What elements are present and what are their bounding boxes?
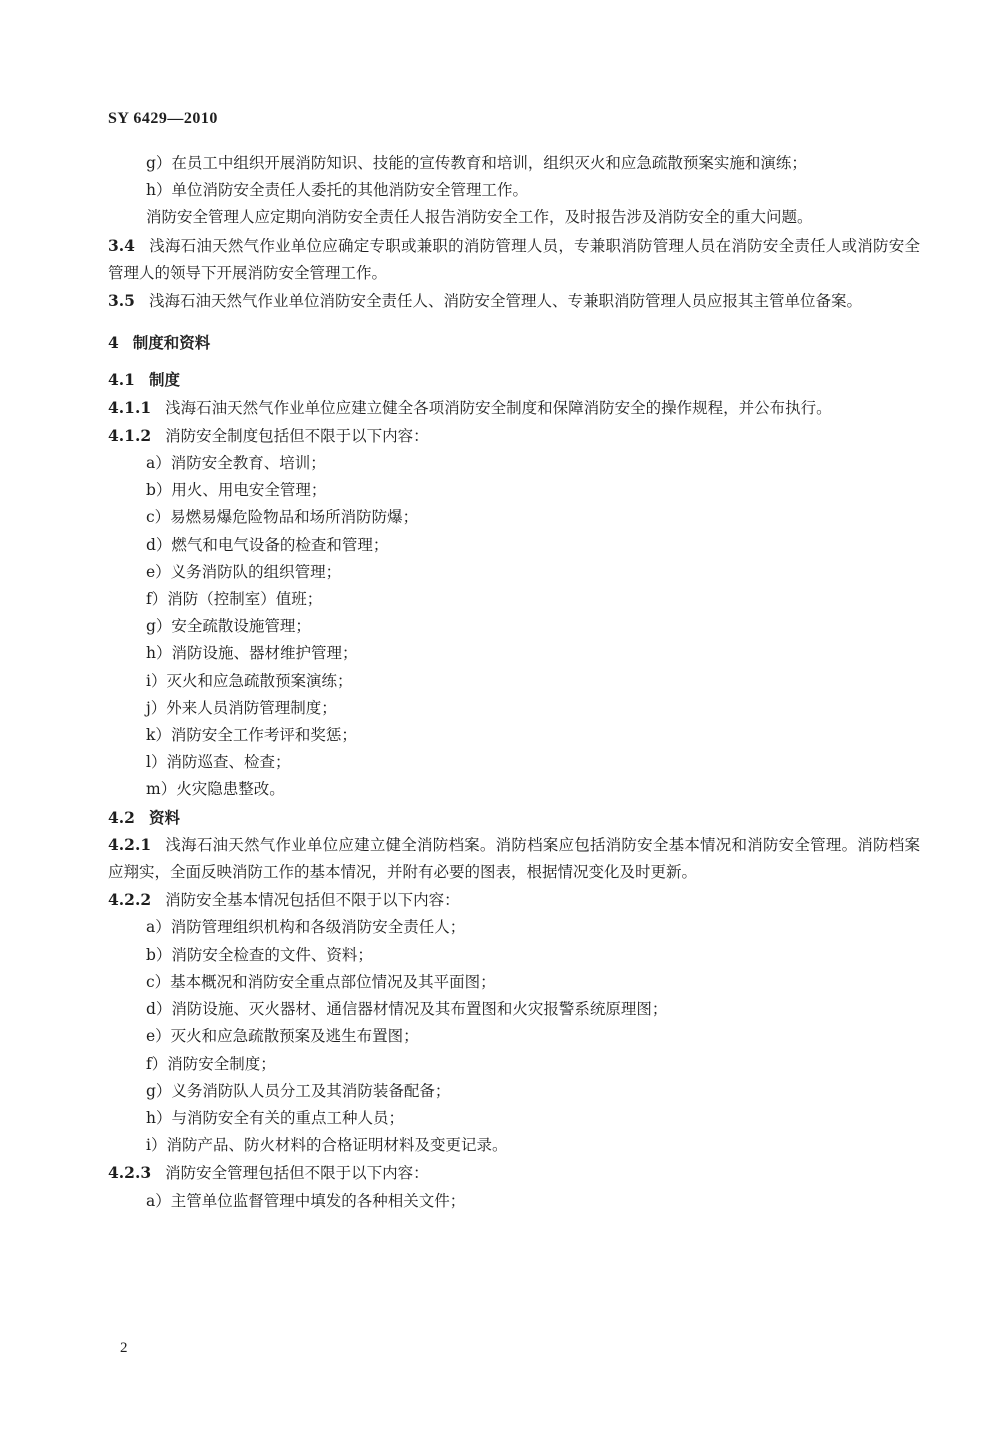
clause-text: 消防安全制度包括但不限于以下内容： — [165, 426, 429, 445]
clause-4-1-1 — [108, 394, 920, 422]
list-item: h）与消防安全有关的重点工种人员； — [146, 1108, 404, 1127]
paragraph: 消防安全管理人应定期向消防安全责任人报告消防安全工作，及时报告涉及消防安全的重大问题。 — [146, 208, 813, 227]
clause-text: 浅海石油天然气作业单位应建立健全消防档案。消防档案应包括消防安全基本情况和消防安全管理。消防档案应翔实，全面反映消防工作的基本情况，并附有必要的图表，根据情况变化及时更新。 — [108, 835, 920, 882]
clause-number: 4.1.2 — [108, 425, 152, 445]
list-item: g）义务消防队人员分工及其消防装备配备； — [146, 1081, 451, 1100]
list-item: c）易燃易爆危险物品和场所消防防爆； — [146, 508, 419, 527]
clause-text: 浅海石油天然气作业单位应建立健全各项消防安全制度和保障消防安全的操作规程，并公布执行。 — [165, 398, 832, 417]
list-item: h）单位消防安全责任人委托的其他消防安全管理工作。 — [146, 181, 528, 200]
clause-3-4 — [108, 232, 920, 287]
list-item: e）灭火和应急疏散预案及逃生布置图； — [146, 1027, 419, 1046]
list-item: f）消防（控制室）值班； — [146, 590, 323, 609]
clause-3-5 — [108, 287, 920, 315]
section-title: 制度 — [148, 370, 180, 390]
list-item: a）消防管理组织机构和各级消防安全责任人； — [146, 918, 466, 937]
list-item: g）在员工中组织开展消防知识、技能的宣传教育和培训，组织灭火和应急疏散预案实施和演练； — [146, 154, 807, 172]
section-title: 制度和资料 — [132, 333, 211, 353]
list-item: j）外来人员消防管理制度； — [146, 698, 337, 717]
list-item: k）消防安全工作考评和奖惩； — [146, 726, 357, 745]
clause-number: 3.4 — [108, 235, 135, 255]
clause-text: 消防安全基本情况包括但不限于以下内容： — [165, 891, 460, 910]
list-item: i）消防产品、防火材料的合格证明材料及变更记录。 — [146, 1136, 508, 1155]
section-heading-4 — [108, 329, 920, 356]
list-item: d）消防设施、灭火器材、通信器材情况及其布置图和火灾报警系统原理图； — [146, 1000, 668, 1019]
list-item: b）用火、用电安全管理； — [146, 481, 327, 500]
clause-4-2-3 — [108, 1159, 920, 1187]
list-item: c）基本概况和消防安全重点部位情况及其平面图； — [146, 972, 496, 991]
clause-number: 4.2.3 — [108, 1163, 152, 1183]
document-body — [108, 150, 920, 1215]
list-item: h）消防设施、器材维护管理； — [146, 644, 358, 663]
section-number: 4.2 — [108, 807, 135, 827]
subsection-heading-4-2 — [108, 804, 920, 831]
list-item: a）消防安全教育、培训； — [146, 454, 326, 473]
section-title: 资料 — [148, 807, 180, 827]
clause-text: 浅海石油天然气作业单位应确定专职或兼职的消防管理人员，专兼职消防管理人员在消防安全责任人或消防安全管理人的领导下开展消防安全管理工作。 — [108, 236, 920, 282]
list-item: d）燃气和电气设备的检查和管理； — [146, 535, 389, 554]
list-item: a）主管单位监督管理中填发的各种相关文件； — [146, 1191, 466, 1210]
standard-code: SY 6429—2010 — [108, 110, 218, 127]
page-number: 2 — [120, 1340, 128, 1356]
section-number: 4.1 — [108, 370, 135, 390]
list-item: f）消防安全制度； — [146, 1054, 276, 1073]
list-item: i）灭火和应急疏散预案演练； — [146, 671, 353, 690]
clause-number: 4.2.1 — [108, 834, 152, 854]
clause-4-1-2 — [108, 422, 920, 450]
list-item: m）火灾隐患整改。 — [146, 780, 285, 799]
clause-number: 4.2.2 — [108, 890, 152, 910]
clause-text: 浅海石油天然气作业单位消防安全责任人、消防安全管理人、专兼职消防管理人员应报其主管单位备案。 — [148, 292, 862, 311]
clause-4-2-2 — [108, 886, 920, 914]
clause-4-2-1 — [108, 831, 920, 886]
list-item: e）义务消防队的组织管理； — [146, 562, 342, 581]
list-item: g）安全疏散设施管理； — [146, 617, 311, 636]
subsection-heading-4-1 — [108, 366, 920, 393]
clause-text: 消防安全管理包括但不限于以下内容： — [165, 1164, 429, 1183]
list-item: l）消防巡查、检查； — [146, 753, 291, 772]
section-number: 4 — [108, 333, 119, 353]
list-item: b）消防安全检查的文件、资料； — [146, 945, 373, 964]
clause-number: 3.5 — [108, 291, 135, 311]
clause-number: 4.1.1 — [108, 397, 152, 417]
